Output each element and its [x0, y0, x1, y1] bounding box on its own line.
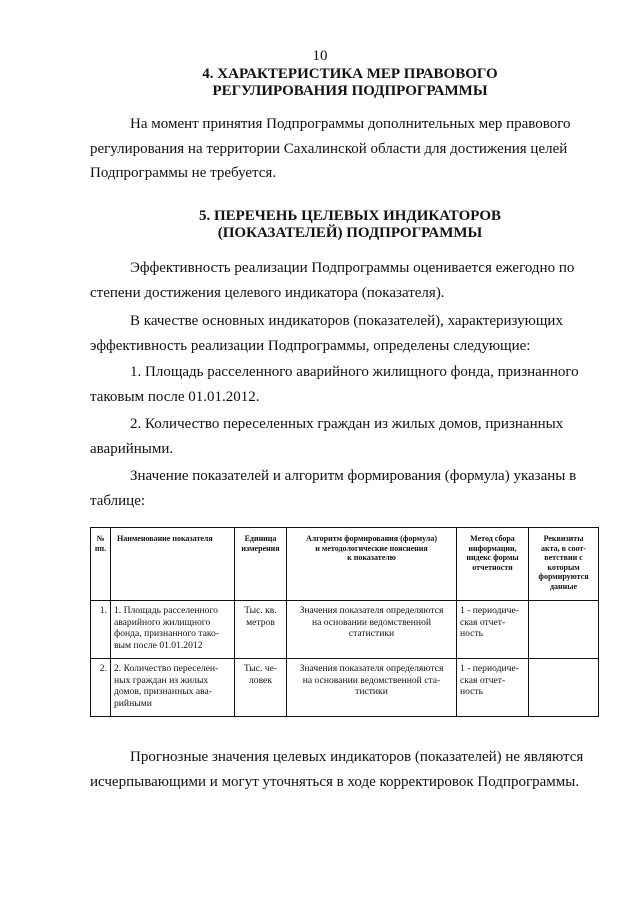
- cell-text: метров: [246, 616, 275, 628]
- text-line: 1. Площадь расселенного аварийного жилищного фонда, признанного: [130, 364, 579, 380]
- cell-name: [111, 601, 235, 659]
- cell-method: [457, 601, 529, 659]
- cell-num: 2.: [91, 659, 111, 717]
- text-line: таковым после 01.01.2012.: [90, 388, 260, 405]
- header-text: индекс формы: [466, 553, 519, 562]
- header-text: Реквизиты: [543, 534, 584, 543]
- table-row: [91, 601, 599, 659]
- header-text: которым: [547, 562, 580, 572]
- text-line: Подпрограммы не требуется.: [90, 165, 277, 181]
- header-method: [457, 528, 529, 601]
- cell-text: Значения показателя определяются: [299, 663, 444, 674]
- cell-text: ных граждан из жилых: [114, 674, 209, 686]
- cell-text: ская отчет-: [460, 616, 506, 628]
- header-requisites: [529, 528, 599, 601]
- cell-text: ская отчет-: [460, 674, 506, 686]
- text-line: Значение показателей и алгоритм формирования (формула) указаны в: [130, 468, 577, 484]
- text-line: 2. Количество переселенных граждан из жилых домов, признанных: [130, 416, 564, 432]
- section-4-title: [120, 66, 580, 100]
- section-5-title-line: 5. ПЕРЕЧЕНЬ ЦЕЛЕВЫХ ИНДИКАТОРОВ: [198, 208, 502, 224]
- text-line: эффективность реализации Подпрограммы, определены следующие:: [90, 337, 531, 354]
- text-line: аварийными.: [90, 440, 174, 457]
- header-text: и методологические пояснения: [315, 543, 428, 553]
- table-header-row: [91, 528, 599, 601]
- header-text: №: [96, 534, 105, 543]
- header-text: к показателю: [347, 553, 396, 562]
- text-line: На момент принятия Подпрограммы дополнительных мер правового: [130, 116, 571, 132]
- header-text: акта, в соот-: [541, 543, 586, 553]
- cell-text: Значения показателя определяются: [299, 605, 444, 616]
- text-line: Эффективность реализации Подпрограммы оценивается ежегодно по: [130, 260, 575, 276]
- header-text: Алгоритм формирования (формула): [305, 534, 438, 543]
- header-text: ветствии с: [544, 553, 583, 562]
- cell-text: статистики: [348, 628, 395, 639]
- header-text: формируются: [538, 572, 589, 581]
- text-line: исчерпывающими и могут уточняться в ходе корректировок Подпрограммы.: [90, 773, 580, 790]
- text-line: Прогнозные значения целевых индикаторов (показателей) не являются: [130, 749, 584, 765]
- cell-num: 1.: [91, 601, 111, 659]
- text-line: таблице:: [90, 492, 146, 509]
- header-unit: [235, 528, 287, 601]
- cell-text: на основании ведомственной ста-: [302, 674, 441, 686]
- cell-text: ловек: [249, 674, 272, 686]
- paragraph-main-indicators: [90, 309, 595, 358]
- cell-text: вым после 01.01.2012: [114, 639, 203, 651]
- paragraph-indicator-2: [90, 412, 595, 461]
- cell-unit: [235, 659, 287, 717]
- cell-text: 1 - периодиче-: [460, 605, 519, 616]
- indicators-table: [90, 527, 599, 717]
- header-text: Наименование показателя: [117, 534, 213, 543]
- closing-paragraph: [90, 745, 595, 794]
- header-text: Единица: [244, 534, 277, 543]
- table-row: [91, 659, 599, 717]
- cell-text: рийными: [114, 697, 152, 709]
- cell-unit: [235, 601, 287, 659]
- cell-text: Тыс. че-: [243, 663, 278, 674]
- section-5-title: [120, 208, 580, 242]
- cell-algorithm: [287, 601, 457, 659]
- header-algorithm: [287, 528, 457, 601]
- paragraph-efficiency: [90, 256, 595, 305]
- cell-text: тистики: [355, 686, 388, 697]
- cell-text: ность: [460, 628, 483, 639]
- cell-text: Тыс. кв.: [244, 605, 277, 616]
- text-line: В качестве основных индикаторов (показателей), характеризующих: [130, 313, 563, 329]
- cell-text: домов, признанных ава-: [114, 686, 212, 697]
- cell-requisites: [529, 601, 599, 659]
- cell-text: на основании ведомственной: [311, 616, 432, 628]
- header-text: пп.: [94, 543, 107, 553]
- section-5-title-line: (ПОКАЗАТЕЛЕЙ) ПОДПРОГРАММЫ: [217, 225, 483, 241]
- header-text: данные: [549, 581, 578, 591]
- header-text: отчетности: [472, 562, 513, 572]
- section-4-title-line: РЕГУЛИРОВАНИЯ ПОДПРОГРАММЫ: [212, 83, 488, 99]
- header-text: информации,: [468, 543, 517, 553]
- cell-algorithm: [287, 659, 457, 717]
- cell-text: 1. Площадь расселенного: [114, 605, 218, 616]
- header-text: измерения: [241, 543, 280, 553]
- header-num: [91, 528, 111, 601]
- cell-text: аварийного жилищного: [114, 616, 211, 628]
- paragraph-table-intro: [90, 464, 595, 513]
- section-4-title-line: 4. ХАРАКТЕРИСТИКА МЕР ПРАВОВОГО: [202, 66, 498, 82]
- cell-text: 1 - периодиче-: [460, 663, 519, 674]
- cell-method: [457, 659, 529, 717]
- section-4-paragraph: [90, 112, 595, 186]
- cell-name: [111, 659, 235, 717]
- cell-text: ность: [460, 686, 483, 697]
- text-line: регулирования на территории Сахалинской области для достижения целей: [90, 140, 568, 157]
- header-name: [111, 528, 235, 601]
- cell-text: 2. Количество переселен-: [114, 663, 219, 674]
- text-line: степени достижения целевого индикатора (показателя).: [90, 284, 445, 301]
- cell-requisites: [529, 659, 599, 717]
- cell-text: фонда, признанного тако-: [114, 628, 220, 639]
- page-number: 10: [312, 48, 328, 64]
- header-text: Метод сбора: [470, 534, 515, 543]
- paragraph-indicator-1: [90, 360, 595, 409]
